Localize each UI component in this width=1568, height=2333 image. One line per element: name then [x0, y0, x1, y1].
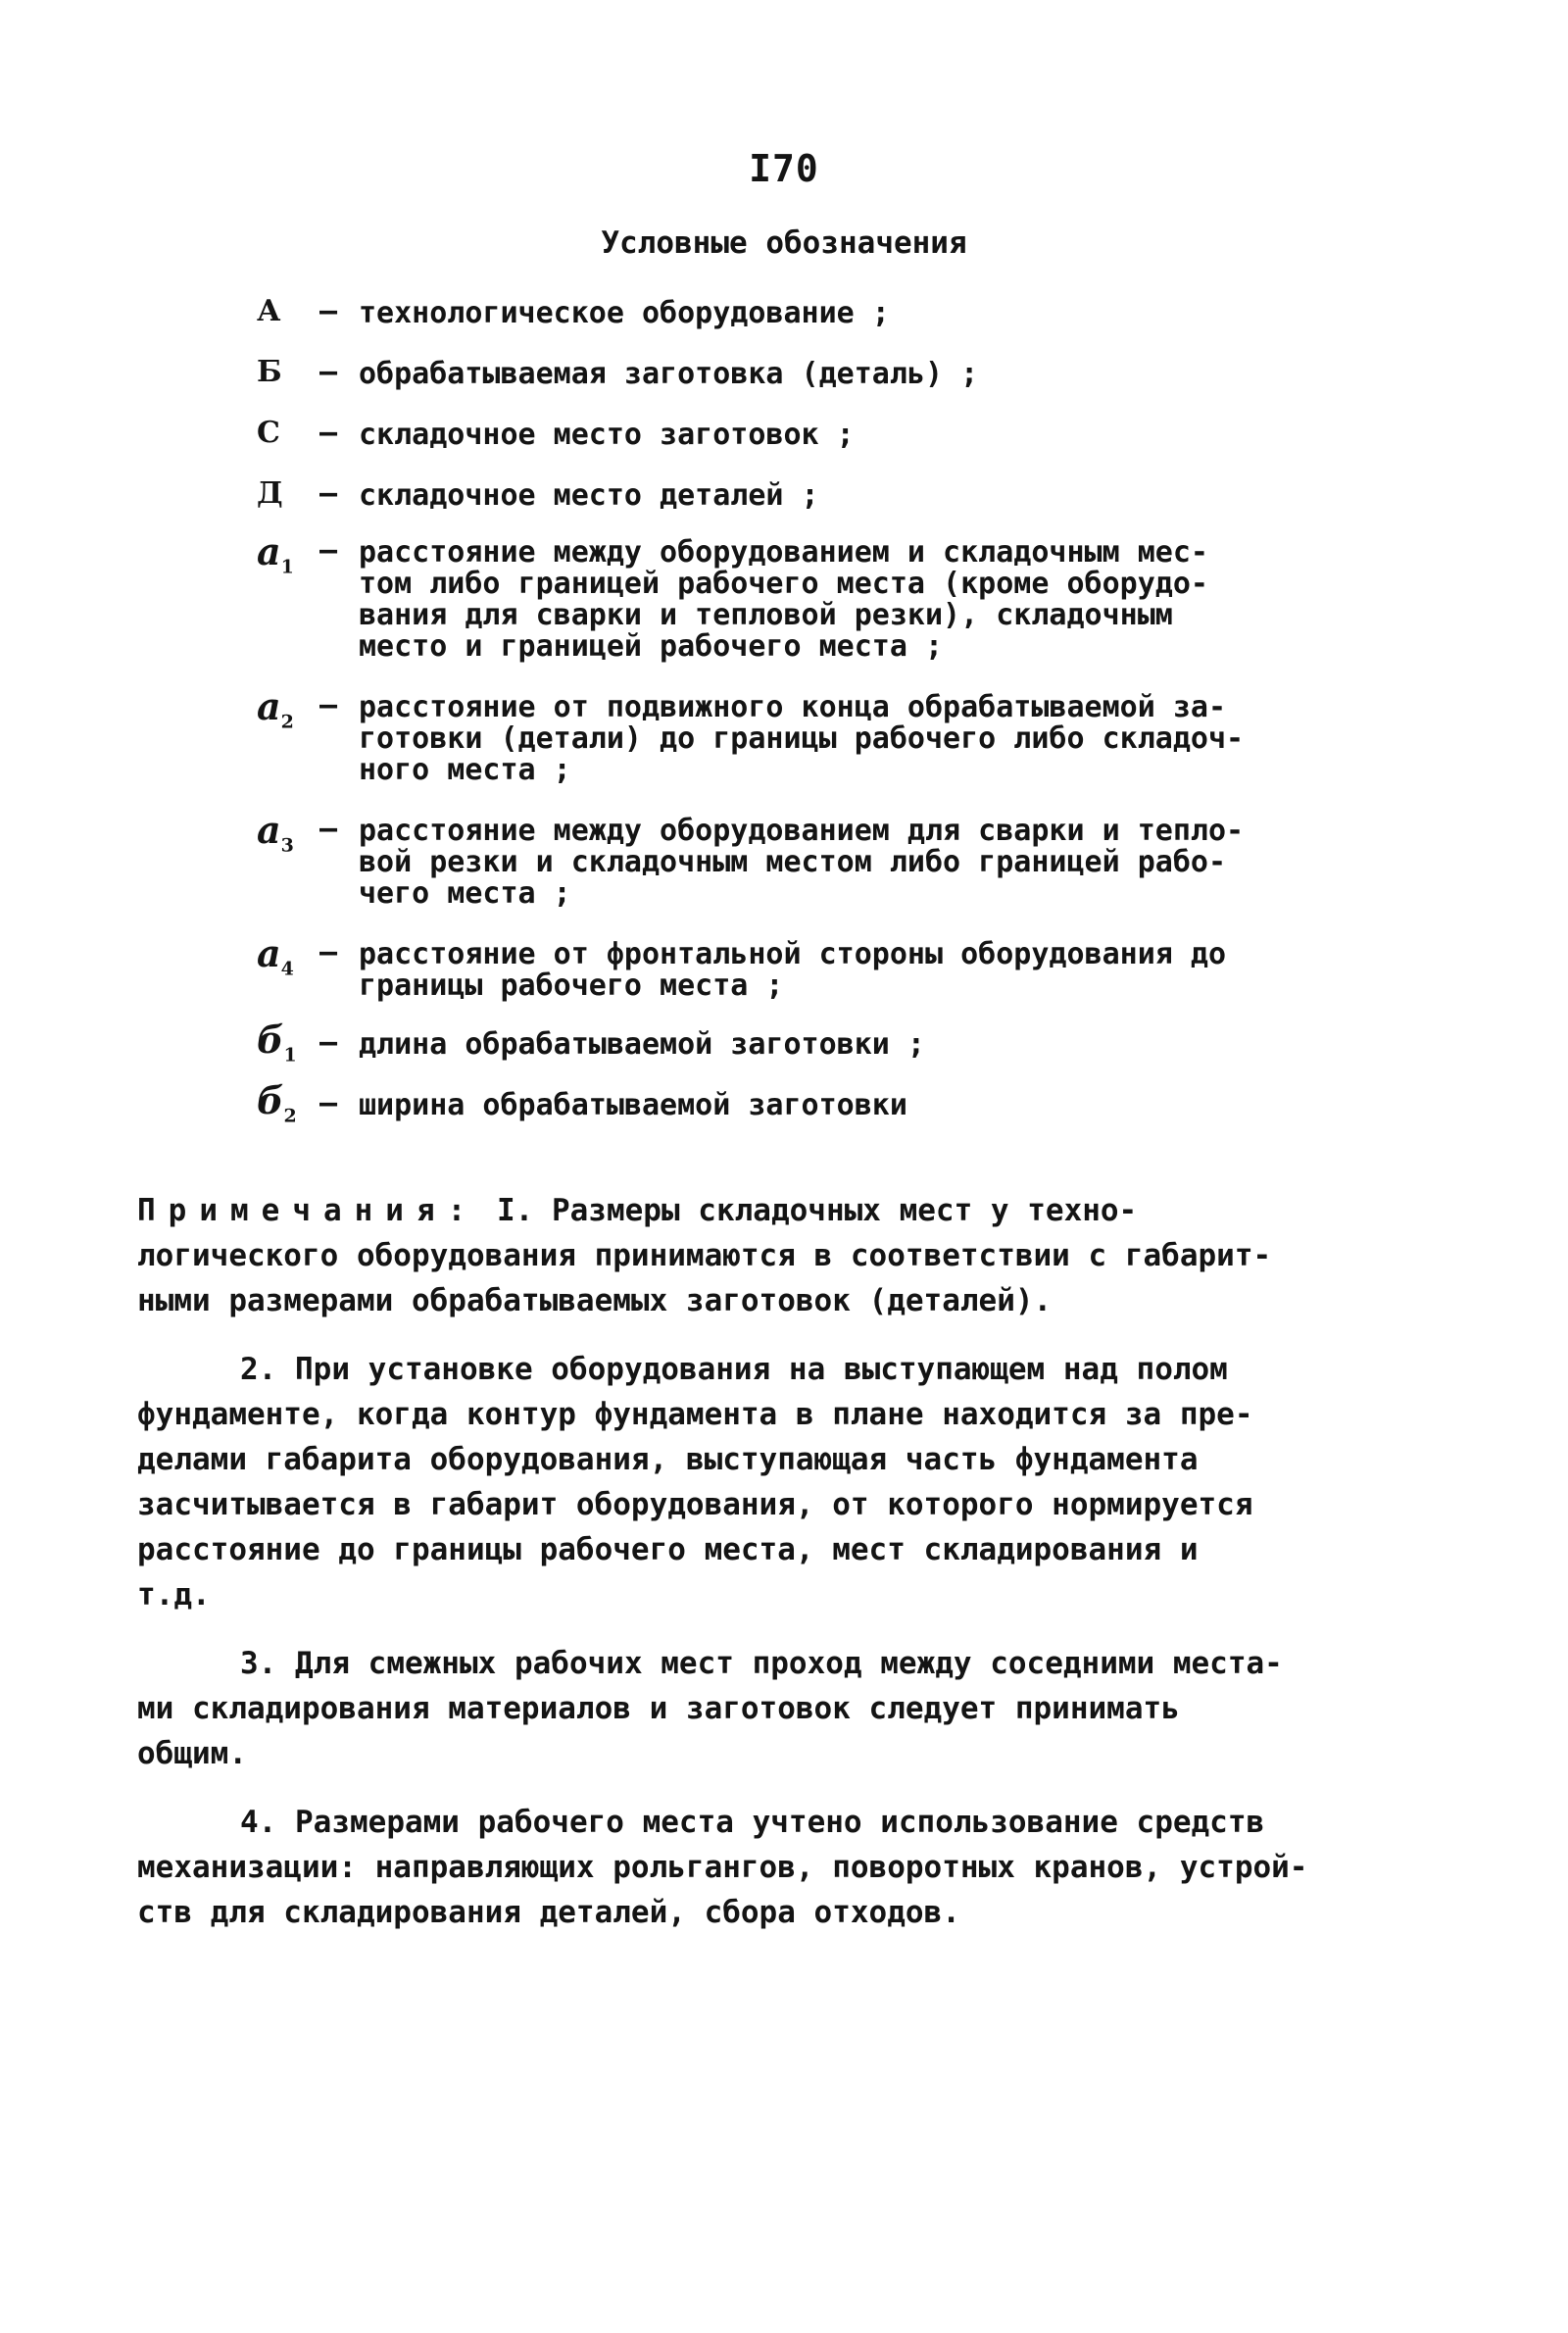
legend-definition: расстояние между оборудованием для сварки и тепло- вой резки и складочным местом либо границей рабо- чего места ;	[359, 814, 1245, 911]
legend-symbol	[257, 1018, 319, 1067]
legend-symbol-letter: А	[257, 294, 281, 328]
legend-dash: –	[319, 935, 338, 969]
legend-definition: расстояние между оборудованием и складочным мес- том либо границей рабочего места (кроме оборудо- вания для сварки и тепловой резки), складочным место и границей рабочего места ;	[359, 535, 1208, 664]
legend-dash: –	[319, 812, 338, 846]
legend-symbol-subscript: 1	[280, 556, 294, 578]
legend-definition: длина обрабатываемой заготовки ;	[359, 1027, 925, 1062]
note-paragraph	[137, 1641, 1352, 1776]
legend-definition: складочное место заготовок ;	[359, 418, 855, 452]
note-text: Размерами рабочего места учтено использование средств механизации: направляющих рольгангов, поворотных кранов, устрой- ств для складирования деталей, сбора отходов.	[137, 1805, 1308, 1930]
legend-symbol	[257, 529, 319, 578]
legend-dash: –	[319, 688, 338, 722]
legend-symbol-letter: а	[257, 808, 281, 852]
legend-symbol-letter: Б	[257, 355, 282, 389]
legend-symbol-subscript: 4	[280, 958, 294, 980]
legend-entry	[257, 1018, 1345, 1067]
legend-symbol-letter: б	[257, 1018, 284, 1062]
page-number: I70	[749, 147, 819, 190]
legend-dash: –	[319, 533, 338, 568]
legend-dash: –	[319, 416, 338, 450]
legend-symbol-letter: а	[257, 684, 281, 728]
legend-symbol	[257, 476, 319, 511]
legend-symbol	[257, 1078, 319, 1127]
note-text: Размеры складочных мест у техно- логического оборудования принимаются в соответствии с габарит- ными размерами обрабатываемых заготовок (деталей).	[137, 1193, 1272, 1318]
legend-symbol-subscript: 3	[280, 834, 294, 857]
legend-list	[257, 294, 1345, 1125]
legend-symbol-letter: С	[257, 416, 280, 450]
legend-dash: –	[319, 294, 338, 328]
legend-entry	[257, 476, 1345, 516]
legend-entry	[257, 294, 1345, 333]
legend-title: Условные обозначения	[601, 225, 967, 261]
legend-dash: –	[319, 1086, 338, 1120]
legend-entry	[257, 808, 1345, 911]
note-text: При установке оборудования на выступающем над полом фундаменте, когда контур фундамента в плане находится за пре- делами габарита оборудования, выступающая часть фундамента засчитывается в габарит оборудования, от которого нормируется расстояние до границы рабочего места, мест складирования и т.д.	[137, 1352, 1253, 1613]
legend-symbol-subscript: 2	[283, 1105, 297, 1127]
legend-definition: технологическое оборудование ;	[359, 296, 890, 330]
legend-entry	[257, 355, 1345, 394]
legend-symbol-subscript: 1	[283, 1044, 297, 1067]
legend-symbol	[257, 684, 319, 733]
note-paragraph	[137, 1800, 1352, 1935]
note-number: I.	[496, 1193, 552, 1228]
legend-definition: обрабатываемая заготовка (деталь) ;	[359, 357, 979, 391]
note-paragraph	[137, 1347, 1352, 1617]
legend-symbol-subscript: 2	[280, 711, 294, 733]
legend-entry	[257, 529, 1345, 664]
legend-symbol-letter: а	[257, 931, 281, 975]
legend-symbol	[257, 294, 319, 328]
legend-entry	[257, 416, 1345, 455]
legend-dash: –	[319, 355, 338, 389]
legend-entry	[257, 684, 1345, 787]
legend-symbol	[257, 355, 319, 389]
legend-definition: расстояние от фронтальной стороны оборудования до границы рабочего места ;	[359, 937, 1227, 1003]
legend-dash: –	[319, 476, 338, 511]
legend-dash: –	[319, 1025, 338, 1060]
legend-symbol-letter: а	[257, 529, 281, 573]
legend-symbol-letter: Д	[257, 476, 283, 511]
legend-symbol	[257, 808, 319, 857]
legend-entry	[257, 931, 1345, 1003]
legend-entry	[257, 1078, 1345, 1127]
note-number: 3.	[240, 1646, 295, 1681]
legend-symbol	[257, 416, 319, 450]
legend-symbol	[257, 931, 319, 980]
note-paragraph	[137, 1188, 1352, 1323]
note-number: 4.	[240, 1805, 295, 1840]
notes-section	[137, 1188, 1352, 1959]
notes-heading: Примечания:	[137, 1193, 479, 1228]
legend-symbol-letter: б	[257, 1078, 284, 1122]
legend-definition: складочное место деталей ;	[359, 478, 819, 513]
note-text: Для смежных рабочих мест проход между соседними места- ми складирования материалов и заготовок следует принимать общим.	[137, 1646, 1283, 1771]
legend-definition: ширина обрабатываемой заготовки	[359, 1088, 907, 1122]
note-number: 2.	[240, 1352, 295, 1387]
legend-definition: расстояние от подвижного конца обрабатываемой за- готовки (детали) до границы рабочего либо складоч- ного места ;	[359, 690, 1245, 787]
